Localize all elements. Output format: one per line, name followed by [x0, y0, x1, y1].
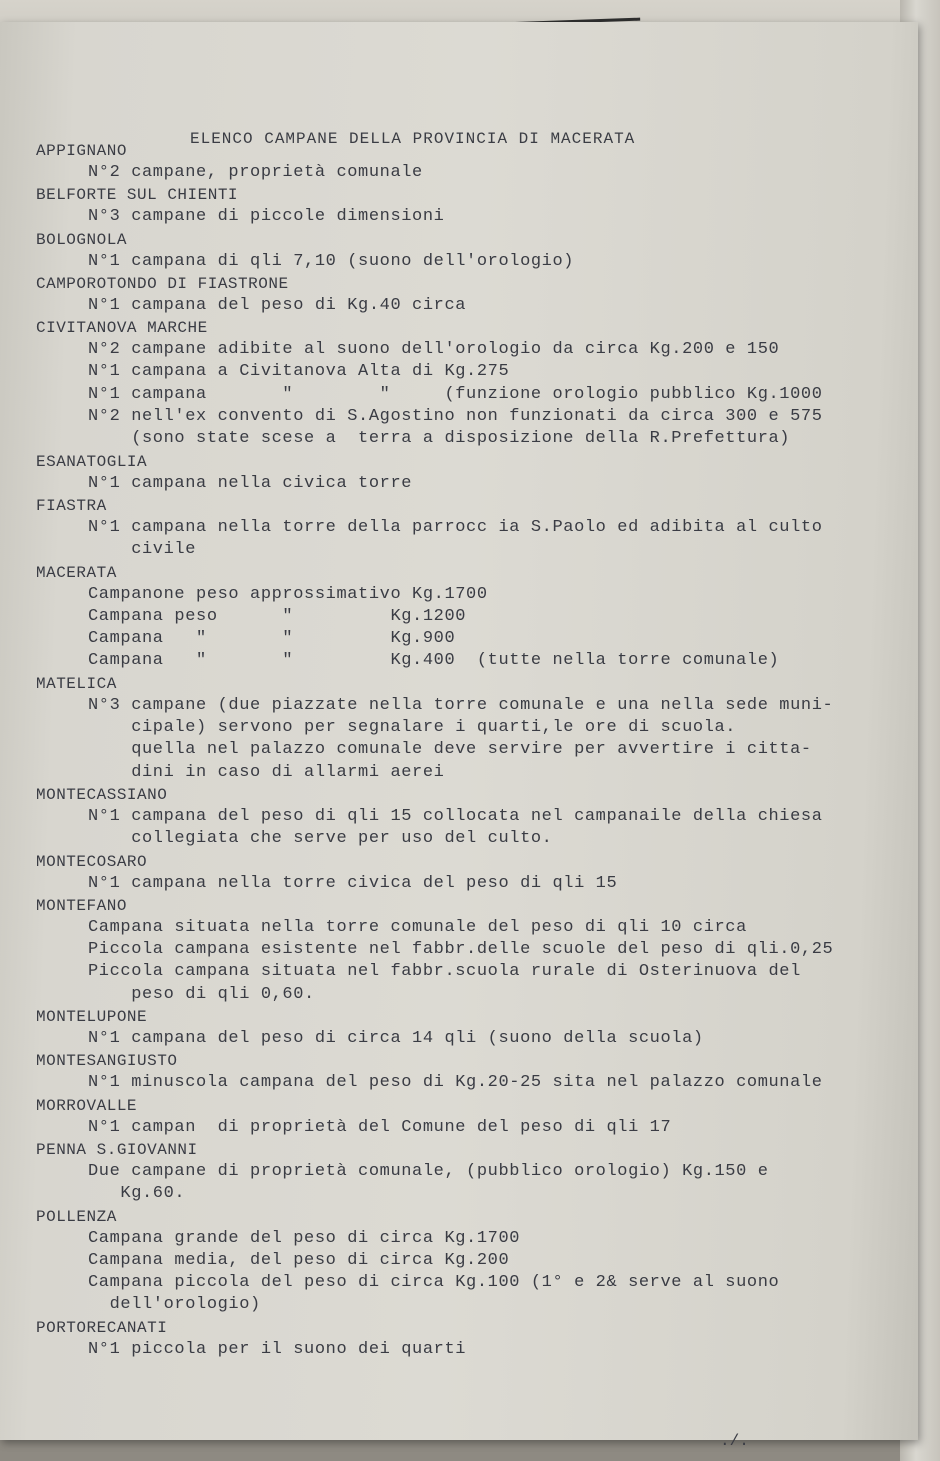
town-entry [36, 1095, 916, 1139]
town-entry [36, 495, 916, 562]
document-title: ELENCO CAMPANE DELLA PROVINCIA DI MACERATA [190, 130, 636, 148]
town-entry [36, 317, 916, 450]
bell-description-line: (sono state scese a terra a disposizione della R.Prefettura) [88, 429, 791, 449]
town-name: MONTEFANO [36, 896, 127, 915]
town-entry [36, 229, 916, 273]
town-entry [36, 1050, 916, 1094]
town-name: ESANATOGLIA [36, 452, 148, 471]
town-entry [36, 562, 916, 673]
bell-description-line: N°2 campane adibite al suono dell'orologio da circa Kg.200 e 150 [88, 340, 780, 360]
bell-description-line: Due campane di proprietà comunale, (pubblico orologio) Kg.150 e [88, 1161, 769, 1181]
town-entry [36, 273, 916, 317]
bell-description-line: N°3 campane (due piazzate nella torre comunale e una nella sede muni- [88, 695, 834, 715]
town-entry [36, 851, 916, 895]
town-name: MONTELUPONE [36, 1008, 148, 1027]
town-name: BELFORTE SUL CHIENTI [36, 186, 239, 205]
bell-description-line: N°1 campana del peso di qli 15 collocata nel campanaile della chiesa [88, 806, 823, 826]
town-name: MONTECOSARO [36, 852, 148, 871]
bell-description-line: Campana media, del peso di circa Kg.200 [88, 1250, 510, 1270]
bell-description-line: Campanone peso approssimativo Kg.1700 [88, 584, 488, 604]
bell-description-line: N°1 campana nella torre della parrocc ia S.Paolo ed adibita al culto [88, 517, 823, 537]
bell-description-line: Campana situata nella torre comunale del peso di qli 10 circa [88, 917, 747, 937]
town-name: CAMPOROTONDO DI FIASTRONE [36, 274, 289, 293]
bell-description-line: Campana " " Kg.400 (tutte nella torre comunale) [88, 651, 780, 671]
bell-description-line: N°1 campana del peso di Kg.40 circa [88, 295, 467, 315]
town-name: PORTORECANATI [36, 1318, 168, 1337]
town-name: MACERATA [36, 563, 117, 582]
bell-description-line: N°1 minuscola campana del peso di Kg.20-25 sita nel palazzo comunale [88, 1073, 823, 1093]
town-name: CIVITANOVA MARCHE [36, 319, 208, 338]
town-entry [36, 895, 916, 1006]
bell-description-line: Campana " " Kg.900 [88, 629, 456, 649]
town-entry [36, 1317, 916, 1361]
town-name: MONTECASSIANO [36, 785, 168, 804]
town-name: MORROVALLE [36, 1096, 138, 1115]
bell-description-line: N°1 campana " " (funzione orologio pubblico Kg.1000 [88, 384, 823, 404]
bell-description-line: quella nel palazzo comunale deve servire per avvertire i citta- [88, 740, 812, 760]
town-name: MONTESANGIUSTO [36, 1052, 178, 1071]
town-entry [36, 784, 916, 851]
bell-description-line: Campana peso " Kg.1200 [88, 606, 467, 626]
bell-description-line: N°1 campana a Civitanova Alta di Kg.275 [88, 362, 510, 382]
bell-description-line: N°2 nell'ex convento di S.Agostino non funzionati da circa 300 e 575 [88, 407, 823, 427]
bell-description-line: Campana piccola del peso di circa Kg.100 (1° e 2& serve al suono [88, 1273, 780, 1293]
bell-description-line: N°3 campane di piccole dimensioni [88, 207, 445, 227]
bell-description-line: N°1 piccola per il suono dei quarti [88, 1339, 467, 1359]
bell-description-line: Piccola campana esistente nel fabbr.delle scuole del peso di qli.0,25 [88, 940, 834, 960]
bell-description-line: Campana grande del peso di circa Kg.1700 [88, 1228, 521, 1248]
town-entry [36, 1206, 916, 1317]
bell-description-line: N°1 campana del peso di circa 14 qli (suono della scuola) [88, 1029, 704, 1049]
town-entry [36, 451, 916, 495]
town-name: POLLENZA [36, 1207, 117, 1226]
bell-description-line: N°1 campan di proprietà del Comune del peso di qli 17 [88, 1117, 672, 1137]
town-entry [36, 1006, 916, 1050]
bell-description-line: dini in caso di allarmi aerei [88, 762, 445, 782]
town-name: MATELICA [36, 674, 117, 693]
town-name: APPIGNANO [36, 142, 127, 160]
bell-description-line: peso di qli 0,60. [88, 984, 315, 1004]
bell-description-line: Kg.60. [88, 1184, 186, 1204]
town-entry [36, 140, 916, 184]
bell-description-line: N°2 campane, proprietà comunale [88, 163, 423, 182]
bell-description-line: N°1 campana di qli 7,10 (suono dell'orologio) [88, 251, 575, 271]
bell-description-line: cipale) servono per segnalare i quarti,le ore di scuola. [88, 718, 737, 738]
bell-description-line: collegiata che serve per uso del culto. [88, 829, 553, 849]
bell-description-line: N°1 campana nella civica torre [88, 473, 413, 493]
town-entry [36, 184, 916, 228]
town-name: PENNA S.GIOVANNI [36, 1140, 198, 1159]
town-entry [36, 1139, 916, 1206]
page-continuation-mark: ./. [720, 1432, 749, 1450]
bell-description-line: N°1 campana nella torre civica del peso di qli 15 [88, 873, 618, 893]
town-name: BOLOGNOLA [36, 230, 127, 249]
town-name: FIASTRA [36, 496, 107, 515]
town-entry [36, 673, 916, 784]
bell-description-line: dell'orologio) [88, 1295, 261, 1315]
bell-list [36, 140, 916, 1361]
bell-description-line: Piccola campana situata nel fabbr.scuola rurale di Osterinuova del [88, 962, 801, 982]
bell-description-line: civile [88, 540, 197, 560]
